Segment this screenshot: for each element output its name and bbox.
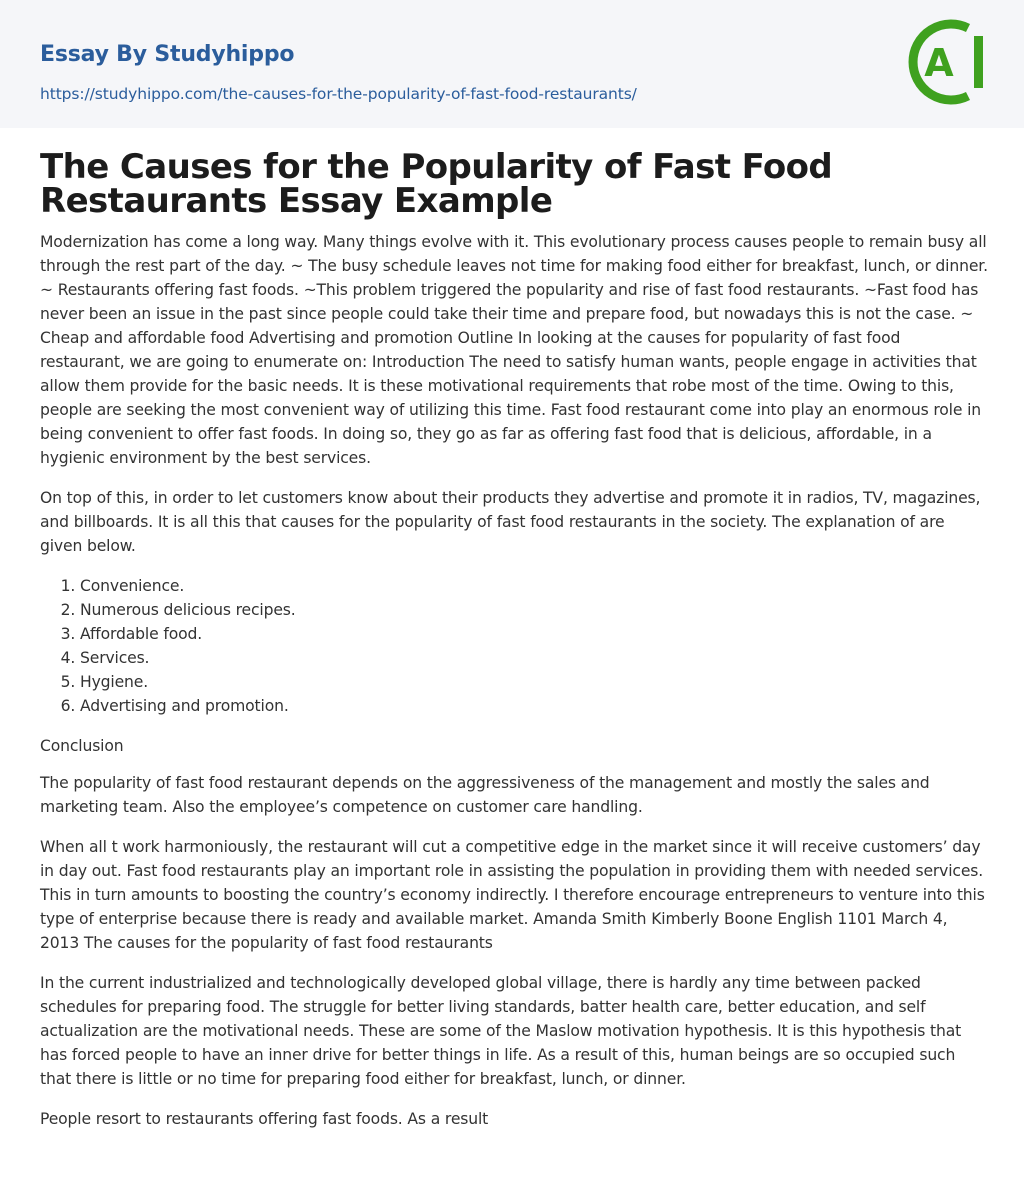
essay-content bbox=[40, 147, 988, 1147]
essay-paragraph: In the current industrialized and technologically developed global village, there is hardly any time between packed schedules for preparing food. The struggle for better living standards, batter health care, better education, and self actualization are the motivational needs. These are some of the Maslow motivation hypothesis. It is this hypothesis that has forced people to have an inner drive for better things in life. As a result of this, human beings are so occupied such that there is little or no time for preparing food either for breakfast, lunch, or dinner. bbox=[40, 974, 962, 1088]
site-brand[interactable]: Essay By Studyhippo bbox=[40, 42, 295, 67]
list-item: 5. Hygiene. bbox=[80, 670, 988, 694]
list-item: 1. Convenience. bbox=[80, 574, 988, 598]
essay-title: The Causes for the Popularity of Fast Food Restaurants Essay Example bbox=[40, 147, 833, 221]
list-item: 3. Affordable food. bbox=[80, 622, 988, 646]
causes-list bbox=[80, 574, 988, 718]
essay-paragraph: When all t work harmoniously, the restaurant will cut a competitive edge in the market since it will receive customers’ day in day out. Fast food restaurants play an important role in assisting the population in providing them with needed services. This in turn amounts to boosting the country’s economy indirectly. I therefore encourage entrepreneurs to venture into this type of enterprise because there is ready and available market. Amanda Smith Kimberly Boone English 1101 March 4, 2013 The causes for the popularity of fast food restaurants bbox=[40, 838, 985, 952]
essay-paragraph: People resort to restaurants offering fast foods. As a result bbox=[40, 1110, 489, 1128]
essay-paragraph: On top of this, in order to let customers know about their products they advertise and promote it in radios, TV, magazines, and billboards. It is all this that causes for the popularity of fast food restaurants in the society. The explanation of are given below. bbox=[40, 489, 981, 555]
list-item: 2. Numerous delicious recipes. bbox=[80, 598, 988, 622]
list-item: 4. Services. bbox=[80, 646, 988, 670]
logo-letter: A bbox=[924, 41, 954, 85]
essay-paragraph: The popularity of fast food restaurant depends on the aggressiveness of the management and mostly the sales and marketing team. Also the employee’s competence on customer care handling. bbox=[40, 774, 930, 816]
studyhippo-logo-icon[interactable] bbox=[906, 18, 988, 106]
page-url-link[interactable]: https://studyhippo.com/the-causes-for-the-popularity-of-fast-food-restaurants/ bbox=[40, 85, 637, 103]
essay-paragraph: Modernization has come a long way. Many things evolve with it. This evolutionary process causes people to remain busy all through the rest part of the day. ~ The busy schedule leaves not time for making food either for breakfast, lunch, or dinner. ~ Restaurants offering fast foods. ~This problem triggered the popularity and rise of fast food restaurants. ~Fast food has never been an issue in the past since people could take their time and prepare food, but nowadays this is not the case. ~ Cheap and affordable food Advertising and promotion Outline In looking at the causes for popularity of fast food restaurant, we are going to enumerate on: Introduction The need to satisfy human wants, people engage in activities that allow them provide for the basic needs. It is these motivational requirements that robe most of the time. Owing to this, people are seeking the most convenient way of utilizing this time. Fast food restaurant come into play an enormous role in being convenient to offer fast foods. In doing so, they go as far as offering fast food that is delicious, affordable, in a hygienic environment by the best services. bbox=[40, 233, 988, 467]
conclusion-heading: Conclusion bbox=[40, 737, 124, 755]
site-header bbox=[0, 0, 1024, 128]
list-item: 6. Advertising and promotion. bbox=[80, 694, 988, 718]
